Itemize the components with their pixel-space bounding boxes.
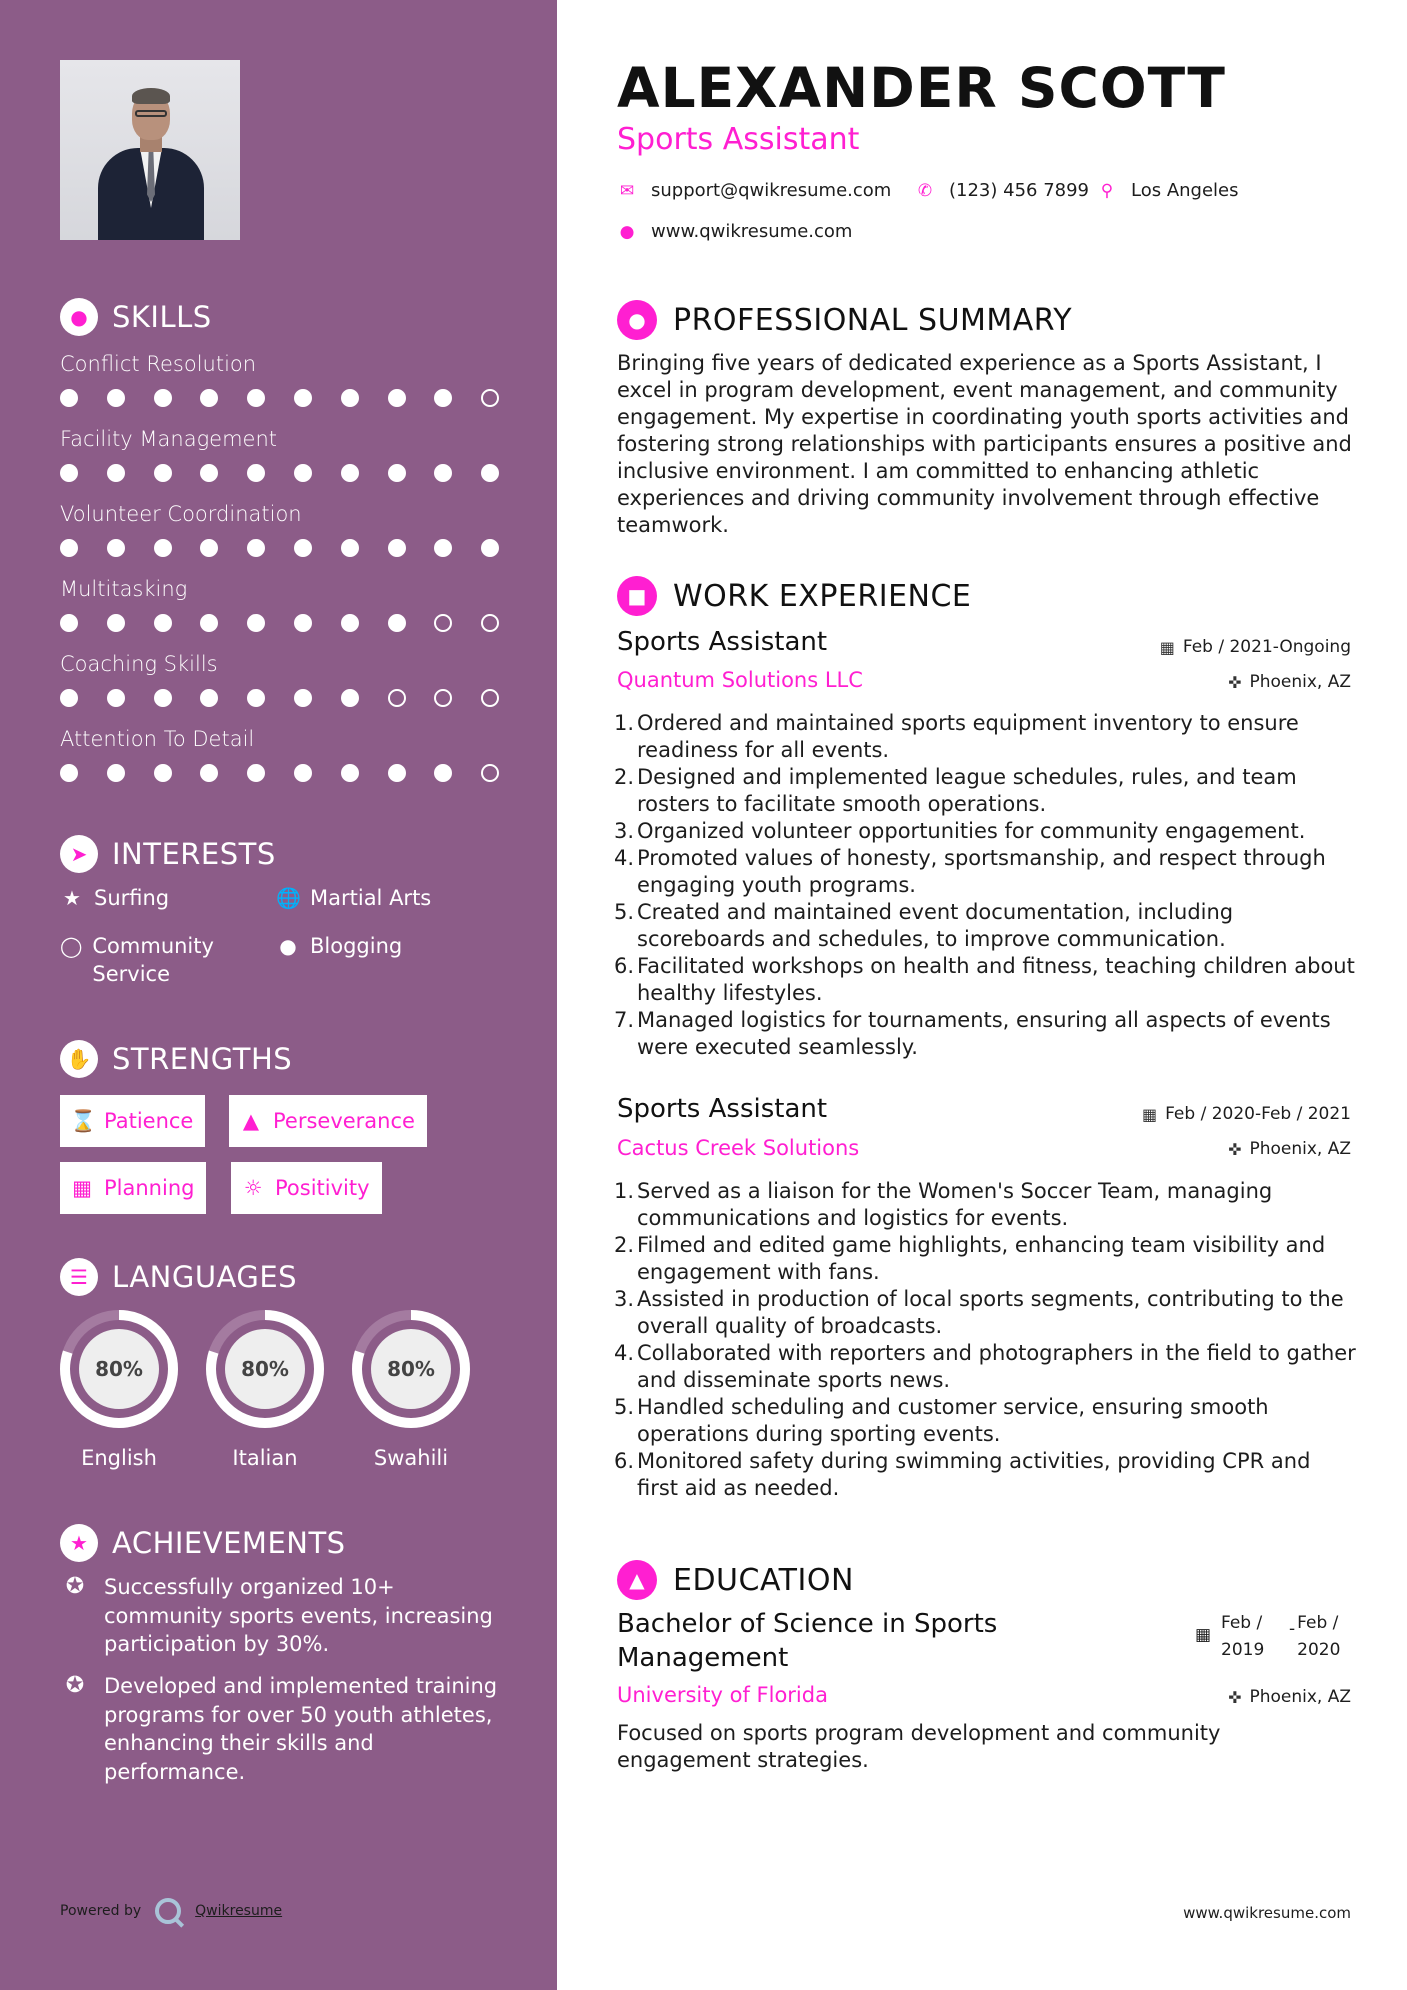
candidate-name: ALEXANDER SCOTT [617,56,1226,120]
skill-dot-filled [294,389,312,407]
skill-dot-filled [60,614,78,632]
globe-icon: ● [619,221,635,242]
skill-dot-filled [154,614,172,632]
fist-icon: ✋ [60,1040,98,1078]
sun-icon: ☼ [243,1176,263,1200]
skill-dot-empty [481,689,499,707]
bullet-item: 3. Organized volunteer opportunities for community engagement. [613,819,1306,843]
calendar-icon: ▦ [1194,1625,1211,1645]
language-progress-ring [58,1308,180,1430]
skill-dot-filled [200,614,218,632]
job-dates: ▦ Feb / 2021-Ongoing [1159,637,1351,657]
bullet-item: 5. Created and maintained event documentation, including scoreboards and schedules, to improve communication. [613,900,1234,951]
language-name: Swahili [373,1446,449,1470]
job-dates: ▦ Feb / 2020-Feb / 2021 [1141,1104,1351,1124]
skill-dot-filled [388,464,406,482]
skill-dot-filled [154,464,172,482]
skill-dot-filled [200,464,218,482]
skill-dot-filled [341,614,359,632]
skill-dot-empty [481,614,499,632]
powered-by: Powered by Qwikresume [60,1898,282,1924]
skill-dot-filled [154,539,172,557]
skill-name: Attention To Detail [60,727,255,751]
skill-name: Coaching Skills [60,652,218,676]
skills-heading: ● SKILLS [60,298,212,336]
shooting-star-icon: ✪ [65,1673,85,1698]
skill-dot-filled [247,764,265,782]
skill-dot-empty [481,389,499,407]
skill-dot-empty [434,614,452,632]
envelope-icon: ✉ [619,180,635,201]
language-percent: 80% [241,1357,289,1381]
education-heading: ▲ EDUCATION [617,1560,854,1600]
skill-rating [60,539,510,559]
skill-dot-filled [247,464,265,482]
job-bullets [612,710,1357,1061]
pushpin-icon: ✜ [1228,1687,1242,1707]
bullet-item: 2. Filmed and edited game highlights, enhancing team visibility and engagement with fans. [613,1233,1326,1284]
calendar-icon: ▦ [1141,1104,1158,1124]
skill-dot-filled [247,539,265,557]
main-content [557,0,1407,1990]
skill-dot-filled [107,689,125,707]
phone-icon: ✆ [917,180,933,201]
road-icon: ▲ [242,1109,260,1133]
job-bullets [612,1178,1357,1502]
skill-dot-filled [107,764,125,782]
work-experience-heading: ■ WORK EXPERIENCE [617,576,971,616]
language-icon: ☰ [60,1258,98,1296]
interest-item: 🌐 Martial Arts [276,886,432,910]
skill-dot-filled [200,539,218,557]
language-percent: 80% [387,1357,435,1381]
language-item [204,1308,326,1470]
skill-item [60,652,510,709]
star-badge-icon: ★ [60,1524,98,1562]
strength-badge: ▦ Planning [60,1162,206,1214]
skill-dot-filled [200,689,218,707]
calendar-icon: ▦ [1159,637,1175,657]
skill-dot-filled [60,389,78,407]
skill-item [60,352,510,409]
skill-dot-filled [60,689,78,707]
profile-photo [60,60,240,240]
contact-phone[interactable]: ✆ (123) 456 7899 [915,180,1089,201]
bullet-item: 4. Promoted values of honesty, sportsmanship, and respect through engaging youth programs. [613,846,1326,897]
bullet-item: 5. Handled scheduling and customer service, ensuring smooth operations during sporting events. [613,1395,1269,1446]
skill-dot-empty [388,689,406,707]
skill-dot-empty [434,689,452,707]
contact-email[interactable]: ✉ support@qwikresume.com [617,180,891,201]
skill-dot-filled [434,764,452,782]
skill-dot-filled [60,764,78,782]
skill-dot-filled [200,764,218,782]
graduation-cap-icon: ▲ [617,1560,657,1600]
bullet-item: 6. Monitored safety during swimming activities, providing CPR and first aid as needed. [613,1449,1311,1500]
job-title: Sports Assistant [617,122,860,157]
skill-dot-filled [434,464,452,482]
skill-dot-filled [247,389,265,407]
lightbulb-icon: ● [60,298,98,336]
skill-name: Facility Management [60,427,278,451]
education-description: Focused on sports program development and community engagement strategies. [617,1721,1221,1772]
languages-heading: ☰ LANGUAGES [60,1258,297,1296]
skill-dot-filled [341,464,359,482]
language-item [350,1308,472,1470]
skill-rating [60,614,510,634]
hourglass-icon: ⌛ [70,1108,97,1133]
shooting-star-icon: ✪ [65,1574,85,1599]
bullet-item: 7. Managed logistics for tournaments, ensuring all aspects of events were executed seamlessly. [613,1008,1331,1059]
skill-name: Conflict Resolution [60,352,257,376]
strength-badge: ☼ Positivity [231,1162,382,1214]
bullet-item: 4. Collaborated with reporters and photographers in the field to gather and disseminate sports news. [613,1341,1356,1392]
interest-item: ● Blogging [276,932,402,960]
interest-item: ★ Surfing [60,884,169,912]
language-name: English [81,1446,157,1470]
globe-icon: 🌐 [276,886,301,910]
summary-heading: ● PROFESSIONAL SUMMARY [617,300,1072,340]
job-location: ✜ Phoenix, AZ [1228,672,1351,692]
skill-dot-filled [107,539,125,557]
bullet-item: 6. Facilitated workshops on health and fitness, teaching children about healthy lifestyles. [613,954,1355,1005]
skill-dot-filled [294,689,312,707]
pushpin-icon: ✜ [1228,672,1242,692]
skill-dot-empty [481,764,499,782]
skill-dot-filled [341,539,359,557]
skill-rating [60,464,510,484]
map-pin-icon: ⚲ [1100,180,1114,201]
skill-dot-filled [388,614,406,632]
user-icon: ● [617,300,657,340]
achievements-heading: ★ ACHIEVEMENTS [60,1524,346,1562]
interests-heading: ➤ INTERESTS [60,835,276,873]
skill-item [60,502,510,559]
achievement-item: ✪ Successfully organized 10+ community sports events, increasing participation by 30%. [60,1573,500,1659]
skill-dot-filled [388,539,406,557]
education-location: ✜ Phoenix, AZ [1228,1687,1351,1707]
skill-item [60,577,510,634]
bullet-item: 2. Designed and implemented league schedules, rules, and team rosters to facilitate smooth operations. [613,765,1297,816]
briefcase-icon: ■ [617,576,657,616]
skill-dot-filled [200,389,218,407]
language-progress-ring [204,1308,326,1430]
skill-dot-filled [154,689,172,707]
skill-dot-filled [434,539,452,557]
skill-rating [60,689,510,709]
job-role: Sports Assistant [617,627,828,657]
skill-dot-filled [247,689,265,707]
sidebar [0,0,557,1990]
language-progress-ring [350,1308,472,1430]
skill-dot-filled [107,389,125,407]
skill-dot-filled [60,464,78,482]
skill-dot-filled [107,614,125,632]
skill-item [60,727,510,784]
skill-rating [60,389,510,409]
qwikresume-link[interactable]: Qwikresume [195,1903,283,1919]
skill-dot-filled [247,614,265,632]
bullet-item: 3. Assisted in production of local sports segments, contributing to the overall quality of broadcasts. [613,1287,1344,1338]
star-icon: ★ [63,886,81,910]
skill-dot-filled [388,764,406,782]
skill-dot-filled [341,764,359,782]
skill-rating [60,764,510,784]
strength-badge: ⌛ Patience [60,1095,205,1147]
job-role: Sports Assistant [617,1094,828,1124]
pushpin-icon: ✜ [1228,1139,1242,1159]
skill-dot-filled [294,539,312,557]
interest-item: ◯ Community Service [60,934,214,986]
skill-dot-filled [294,614,312,632]
education-school: University of Florida [617,1683,828,1707]
skill-dot-filled [341,689,359,707]
skill-dot-filled [60,539,78,557]
calendar-icon: ▦ [72,1176,92,1200]
contact-website[interactable]: ● www.qwikresume.com [617,221,852,242]
footer-website[interactable]: www.qwikresume.com [1183,1904,1351,1922]
job-location: ✜ Phoenix, AZ [1228,1139,1351,1159]
language-percent: 80% [95,1357,143,1381]
job-company: Cactus Creek Solutions [617,1136,860,1160]
education-dates: ▦ Feb / 2019 - Feb / 2020 [1194,1613,1341,1660]
paper-plane-icon: ➤ [60,835,98,873]
education-degree: Bachelor of Science in Sports Management [617,1609,998,1673]
strengths-heading: ✋ STRENGTHS [60,1040,292,1078]
skill-item [60,427,510,484]
skill-name: Volunteer Coordination [60,502,302,526]
skill-dot-filled [481,539,499,557]
skill-dot-filled [294,764,312,782]
skill-name: Multitasking [60,577,188,601]
lemon-icon: ◯ [60,934,83,958]
contact-location: ⚲ Los Angeles [1097,180,1239,201]
qwikresume-logo-icon [155,1898,181,1924]
skill-dot-filled [481,464,499,482]
skill-dot-filled [154,764,172,782]
summary-text: Bringing five years of dedicated experience as a Sports Assistant, I excel in program development, event management, and community engagement. My expertise in coordinating youth sports activities and fostering strong relationships with participants ensures a positive and inclusive environment. I am committed to enhancing athletic experiences and driving community involvement through effective teamwork. [617,351,1352,537]
skill-dot-filled [294,464,312,482]
strength-badge: ▲ Perseverance [229,1095,427,1147]
job-company: Quantum Solutions LLC [617,668,863,692]
skill-dot-filled [341,389,359,407]
skill-dot-filled [388,389,406,407]
bullet-item: 1. Ordered and maintained sports equipment inventory to ensure readiness for all events. [613,711,1299,762]
language-item [58,1308,180,1470]
achievement-item: ✪ Developed and implemented training programs for over 50 youth athletes, enhancing their skills and performance. [60,1672,500,1786]
language-name: Italian [232,1446,298,1470]
skill-dot-filled [154,389,172,407]
skill-dot-filled [107,464,125,482]
bullet-item: 1. Served as a liaison for the Women's Soccer Team, managing communications and logistics for events. [613,1179,1273,1230]
skill-dot-filled [434,389,452,407]
users-icon: ● [279,934,297,958]
